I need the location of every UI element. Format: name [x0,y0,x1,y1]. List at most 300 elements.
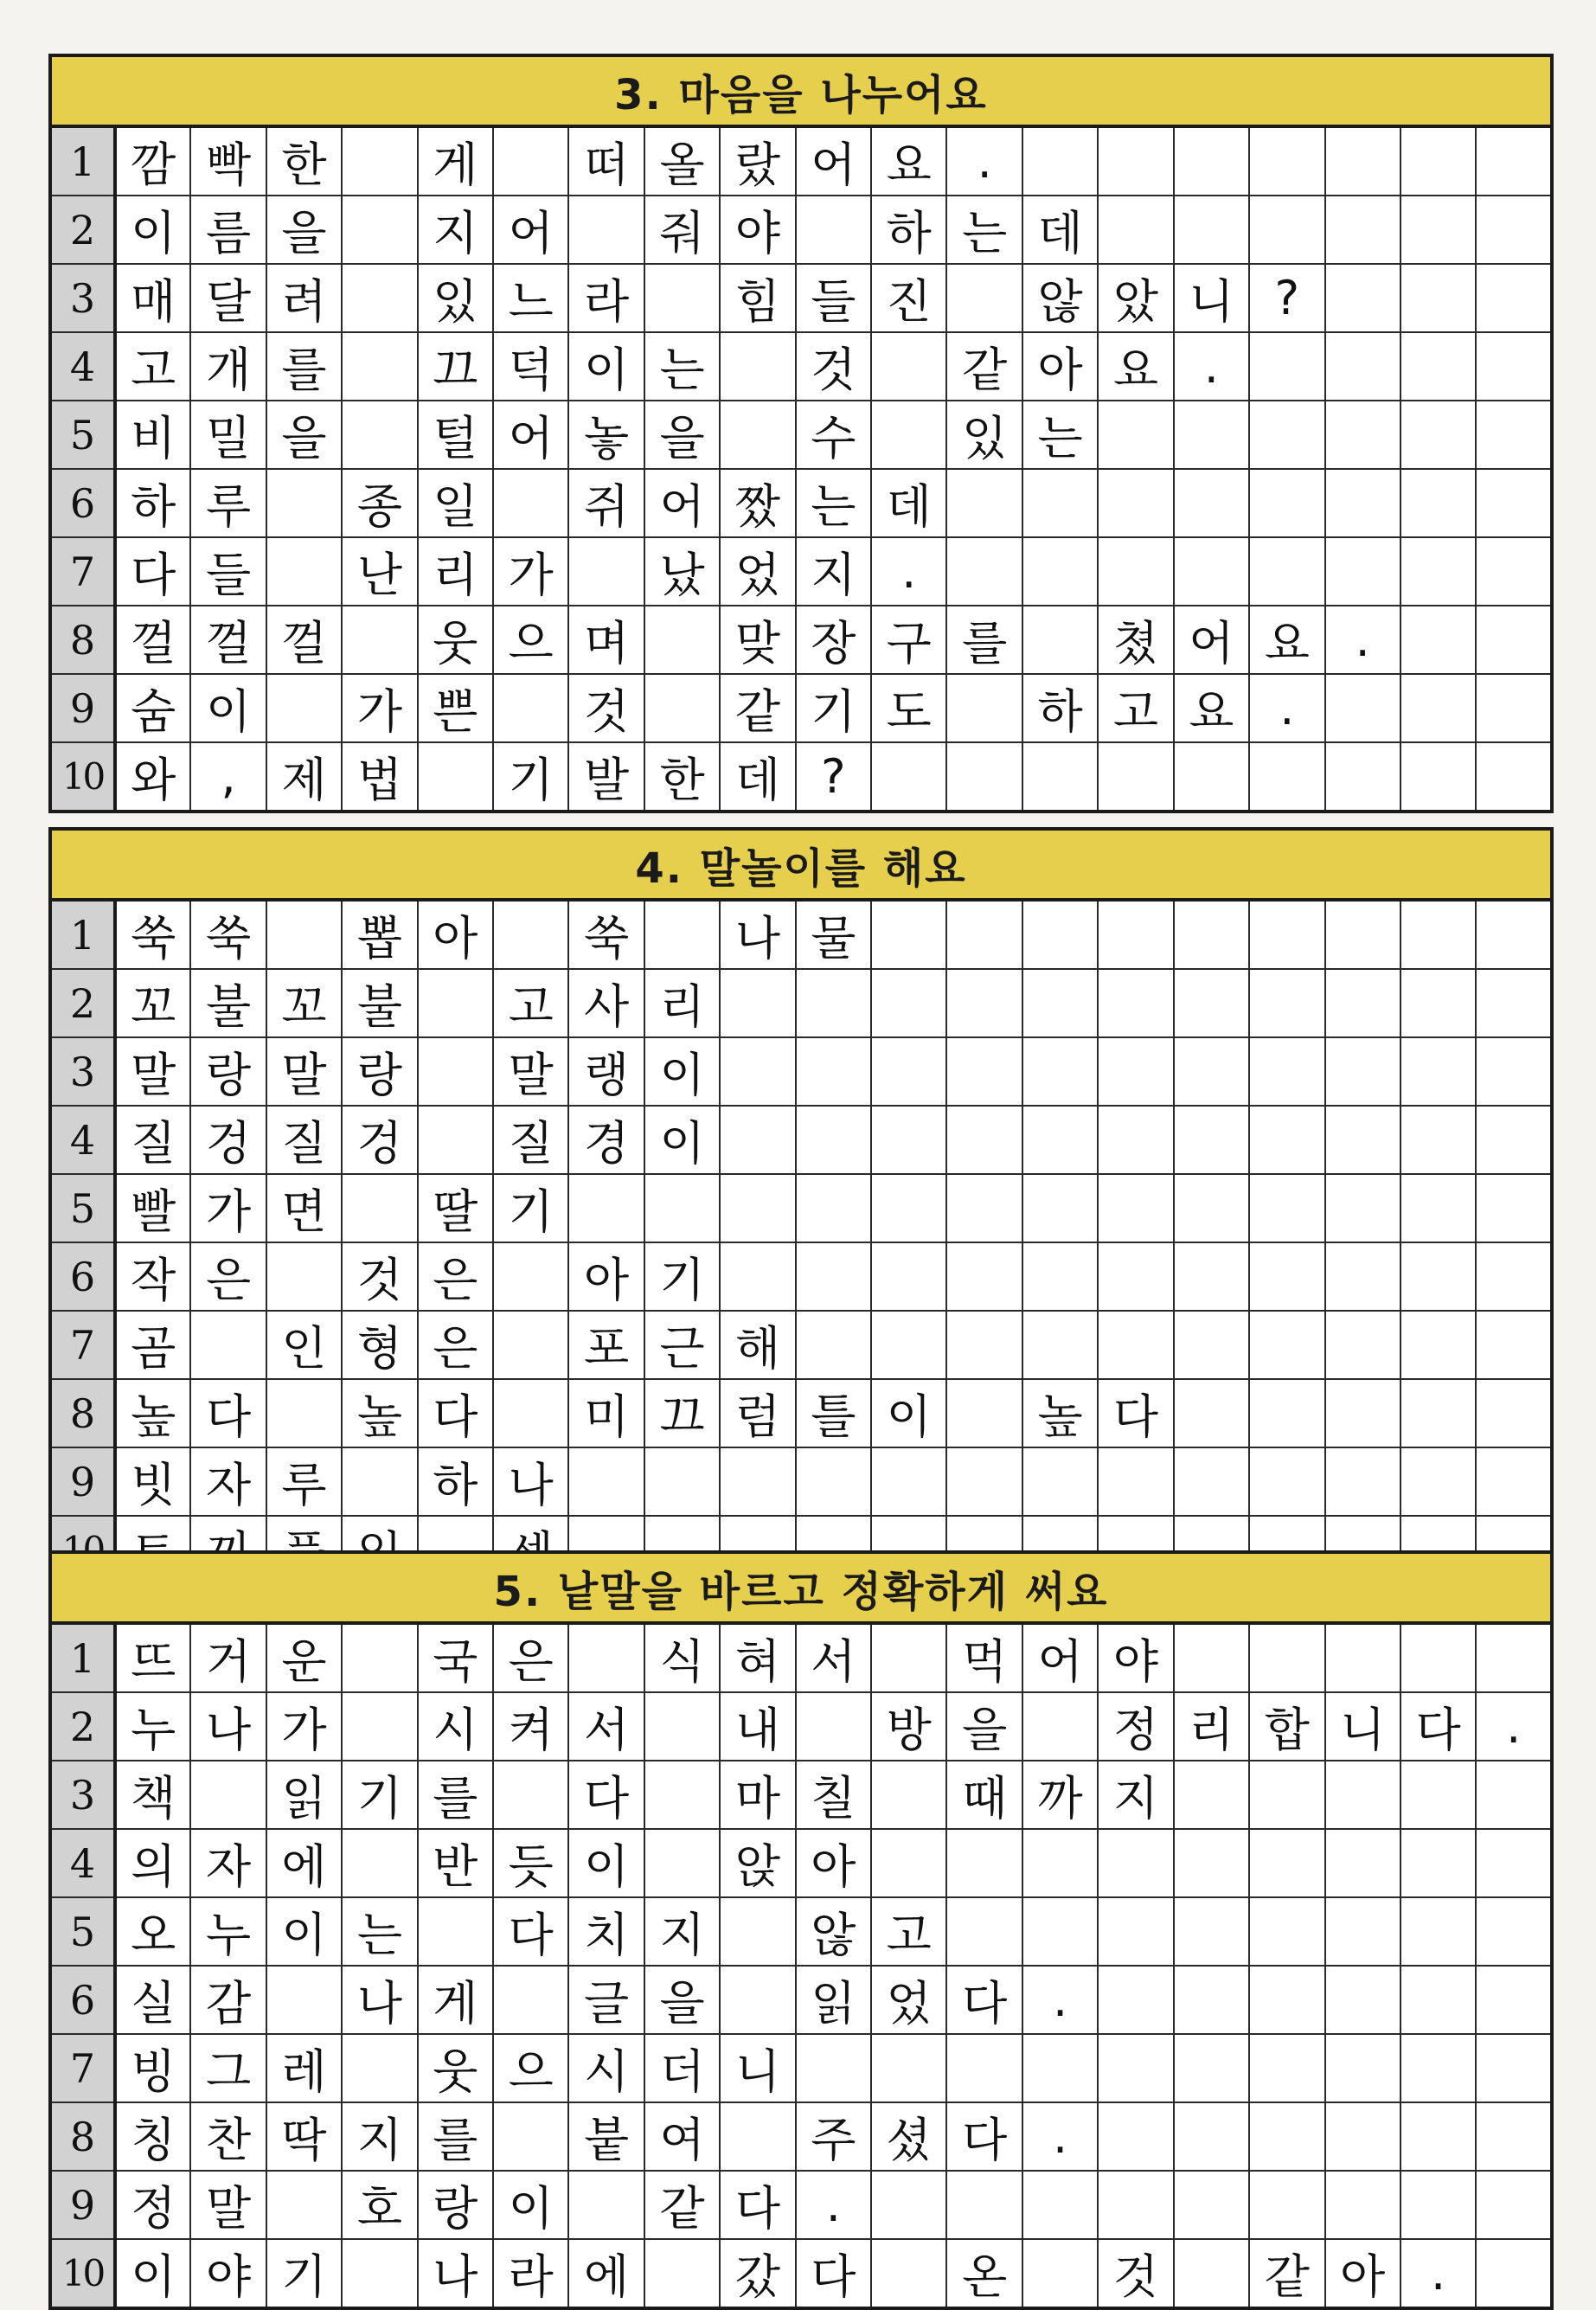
grid-cell: . [1325,606,1401,674]
row-number: 3 [50,1037,115,1106]
grid-cell [1401,401,1476,469]
grid-cell: 꼬 [266,969,342,1037]
grid-cell [1022,1106,1098,1174]
grid-cell: 달 [190,264,266,332]
grid-cell: 이 [871,1379,946,1447]
grid-cell: 국 [418,1623,493,1692]
grid-cell: 나 [720,900,795,969]
grid-cell: 글 [568,1966,644,2034]
grid-cell [266,674,342,742]
section-3 [48,54,1554,813]
grid-cell: 자 [190,1829,266,1897]
grid-cell: 려 [266,264,342,332]
grid-cell [796,969,871,1037]
grid-cell [1476,126,1552,196]
grid-cell: 한 [266,126,342,196]
grid-cell: 말 [190,2171,266,2239]
grid-cell: 아 [418,900,493,969]
grid-cell [1022,969,1098,1037]
grid-cell: 의 [115,1829,190,1897]
grid-cell: 시 [418,1692,493,1761]
row-number: 4 [50,1829,115,1897]
grid-cell: 리 [418,537,493,606]
grid-cell [418,1037,493,1106]
grid-cell [1325,1761,1401,1829]
grid-cell [1174,2239,1249,2308]
grid-cell [1249,2034,1324,2102]
grid-cell: 지 [1098,1761,1173,1829]
grid-cell [1098,401,1173,469]
grid-cell [1249,1311,1324,1379]
grid-cell [1249,1623,1324,1692]
grid-cell [1174,1311,1249,1379]
grid-cell: 인 [266,1311,342,1379]
grid-cell [871,969,946,1037]
grid-cell [720,332,795,401]
grid-cell [1476,264,1552,332]
section-title: 5. 낱말을 바르고 정확하게 써요 [48,1550,1554,1621]
grid-cell [720,1106,795,1174]
grid-row [50,2239,1552,2308]
grid-cell: 껄 [190,606,266,674]
grid-cell [1401,1174,1476,1242]
grid-cell: 같 [946,332,1022,401]
grid-cell [1098,2171,1173,2239]
grid-cell: 것 [342,1242,417,1311]
grid-cell [1022,1897,1098,1966]
row-number: 5 [50,1174,115,1242]
grid-cell: 높 [115,1379,190,1447]
grid-cell [1174,1447,1249,1516]
grid-cell: 붙 [568,2102,644,2171]
grid-cell [1022,1037,1098,1106]
grid-cell: 않 [796,1897,871,1966]
grid-cell: 이 [493,2171,568,2239]
grid-cell [720,1037,795,1106]
grid-cell [1325,1623,1401,1692]
grid-cell: 빗 [115,1447,190,1516]
grid-cell: , [190,742,266,812]
grid-cell [1476,1447,1552,1516]
grid-cell [1098,969,1173,1037]
grid-cell: 어 [796,126,871,196]
grid-cell [1325,1379,1401,1447]
grid-cell: 누 [115,1692,190,1761]
grid-cell [1098,196,1173,264]
grid-cell: 앉 [720,1829,795,1897]
grid-row [50,2034,1552,2102]
grid-cell: 랭 [568,1037,644,1106]
grid-cell [946,900,1022,969]
grid-cell [1249,2102,1324,2171]
grid-cell: 났 [644,537,720,606]
grid-cell: 미 [568,1379,644,1447]
grid-cell: 다 [418,1379,493,1447]
grid-cell [1476,1242,1552,1311]
grid-cell [568,537,644,606]
grid-cell [644,1761,720,1829]
grid-cell: 다 [796,2239,871,2308]
grid-cell: 이 [115,2239,190,2308]
grid-cell [190,1761,266,1829]
grid-cell: 니 [720,2034,795,2102]
grid-cell [871,1242,946,1311]
grid-cell [946,537,1022,606]
grid-cell: 같 [1249,2239,1324,2308]
grid-cell: 질 [266,1106,342,1174]
grid-cell: 때 [946,1761,1022,1829]
grid-cell [1476,1379,1552,1447]
grid-cell [1249,1106,1324,1174]
grid-cell: 난 [342,537,417,606]
grid-cell: 경 [568,1106,644,1174]
grid-cell [1022,606,1098,674]
grid-cell [1476,969,1552,1037]
grid-cell [266,537,342,606]
grid-cell: 다 [190,1379,266,1447]
grid-cell [1476,1623,1552,1692]
grid-cell: 종 [342,469,417,537]
grid-cell: 감 [190,1966,266,2034]
grid-cell [1098,1966,1173,2034]
grid-cell [1249,969,1324,1037]
grid-cell [266,1966,342,2034]
grid-cell: 어 [493,401,568,469]
grid-row [50,2102,1552,2171]
grid-cell: 뽑 [342,900,417,969]
grid-cell [342,196,417,264]
grid-cell: 를 [946,606,1022,674]
grid-cell [720,969,795,1037]
row-number: 5 [50,1897,115,1966]
grid-cell: 쥐 [568,469,644,537]
grid-cell: 식 [644,1623,720,1692]
grid-cell [796,1106,871,1174]
grid-cell: 형 [342,1311,417,1379]
grid-cell [1174,1174,1249,1242]
grid-cell [493,2102,568,2171]
grid-cell [342,401,417,469]
grid-cell: 자 [190,1447,266,1516]
grid-cell [946,1379,1022,1447]
grid-cell [1249,1761,1324,1829]
grid-cell [1022,1692,1098,1761]
grid-cell [1098,1447,1173,1516]
grid-cell: 에 [568,2239,644,2308]
grid-cell [1022,1447,1098,1516]
grid-cell [1325,674,1401,742]
grid-cell [1325,742,1401,812]
grid-cell [1174,1966,1249,2034]
grid-cell [1401,469,1476,537]
grid-cell: 방 [871,1692,946,1761]
grid-cell: 기 [644,1242,720,1311]
grid-cell: . [1022,2102,1098,2171]
grid-cell [1249,469,1324,537]
grid-cell [1174,742,1249,812]
grid-cell [1174,1897,1249,1966]
grid-cell: 게 [418,126,493,196]
grid-row [50,1623,1552,1692]
grid-cell: 기 [266,2239,342,2308]
grid-cell: 쑥 [115,900,190,969]
grid-cell [190,1311,266,1379]
grid-row [50,1037,1552,1106]
row-number: 1 [50,1623,115,1692]
grid-cell [1098,742,1173,812]
grid-cell: 나 [190,1692,266,1761]
grid-row [50,401,1552,469]
grid-cell: 을 [644,401,720,469]
grid-cell [1022,2171,1098,2239]
grid-cell: 빡 [190,126,266,196]
grid-cell: 리 [1174,1692,1249,1761]
grid-cell [1401,900,1476,969]
grid-cell [1098,900,1173,969]
grid-cell [1476,1311,1552,1379]
row-number: 7 [50,537,115,606]
grid-cell [1401,1761,1476,1829]
grid-cell: 다 [946,2102,1022,2171]
grid-cell: 니 [1174,264,1249,332]
grid-cell [1249,1174,1324,1242]
grid-cell [1174,1623,1249,1692]
grid-cell [946,742,1022,812]
grid-cell [644,264,720,332]
grid-cell: 줘 [644,196,720,264]
grid-cell: 말 [493,1037,568,1106]
grid-cell [1249,1242,1324,1311]
grid-cell: . [946,126,1022,196]
grid-cell [644,1447,720,1516]
grid-cell: 작 [115,1242,190,1311]
grid-cell: 끄 [418,332,493,401]
grid-cell: 아 [568,1242,644,1311]
grid-cell: 기 [796,674,871,742]
grid-row [50,1174,1552,1242]
grid-cell: 거 [190,1623,266,1692]
grid-cell: 비 [115,401,190,469]
grid-cell [1476,1106,1552,1174]
grid-cell [1249,1379,1324,1447]
grid-cell [871,1447,946,1516]
grid-cell [1401,196,1476,264]
grid-cell [1401,969,1476,1037]
grid-cell: 다 [946,1966,1022,2034]
grid-cell: 고 [1098,674,1173,742]
grid-cell: 틀 [796,1379,871,1447]
grid-cell [796,1037,871,1106]
grid-cell [1022,742,1098,812]
grid-cell [796,1311,871,1379]
grid-cell [1401,332,1476,401]
grid-cell: 내 [720,1692,795,1761]
row-number: 6 [50,469,115,537]
grid-cell: 혀 [720,1623,795,1692]
row-number: 7 [50,1311,115,1379]
grid-cell: 온 [946,2239,1022,2308]
grid-cell [1401,674,1476,742]
grid-cell [1401,1311,1476,1379]
grid-cell [1325,1829,1401,1897]
grid-cell [946,2171,1022,2239]
row-number: 2 [50,969,115,1037]
grid-cell [796,196,871,264]
grid-cell: 것 [1098,2239,1173,2308]
grid-cell [1174,537,1249,606]
grid-cell [871,1311,946,1379]
grid-cell [1401,2102,1476,2171]
grid-cell: 불 [190,969,266,1037]
grid-cell: 해 [720,1311,795,1379]
grid-cell [342,1623,417,1692]
grid-cell [1022,1311,1098,1379]
grid-cell [1325,332,1401,401]
grid-cell: 껄 [266,606,342,674]
grid-cell [871,900,946,969]
grid-cell: 정 [1098,1692,1173,1761]
grid-cell [1174,196,1249,264]
grid-cell [568,1447,644,1516]
grid-cell [1401,1829,1476,1897]
grid-cell [1476,900,1552,969]
grid-cell [342,1829,417,1897]
grid-cell: 쑥 [190,900,266,969]
grid-cell: 뜨 [115,1623,190,1692]
grid-cell: 있 [946,401,1022,469]
grid-cell: 발 [568,742,644,812]
grid-cell: 누 [190,1897,266,1966]
grid-cell [1325,196,1401,264]
grid-cell [1022,1174,1098,1242]
grid-cell [418,1897,493,1966]
grid-cell [796,1447,871,1516]
grid-cell: 끄 [644,1379,720,1447]
grid-cell [871,1829,946,1897]
grid-cell [1174,2171,1249,2239]
grid-cell [720,401,795,469]
grid-cell [796,1692,871,1761]
grid-cell: 으 [493,606,568,674]
grid-row [50,1966,1552,2034]
grid-cell [1174,1242,1249,1311]
grid-cell: 나 [418,2239,493,2308]
grid-cell [1249,126,1324,196]
grid-cell [1098,2034,1173,2102]
grid-cell: 말 [115,1037,190,1106]
grid-cell: 를 [418,2102,493,2171]
grid-row [50,264,1552,332]
grid-cell [946,1037,1022,1106]
grid-cell: 읽 [796,1966,871,2034]
grid-cell: 는 [796,469,871,537]
grid-cell [871,742,946,812]
grid-cell [568,2171,644,2239]
grid-cell: 는 [1022,401,1098,469]
grid-cell [1022,469,1098,537]
grid-cell: 이 [115,196,190,264]
grid-cell [1476,401,1552,469]
grid-cell: 아 [1325,2239,1401,2308]
grid-cell: 들 [190,537,266,606]
grid-cell: 구 [871,606,946,674]
grid-cell [1401,2034,1476,2102]
grid-cell [493,674,568,742]
grid-cell [1098,1174,1173,1242]
grid-cell: 같 [644,2171,720,2239]
grid-cell: 는 [342,1897,417,1966]
grid-cell: 불 [342,969,417,1037]
grid-cell: 나 [342,1966,417,2034]
grid-cell: 제 [266,742,342,812]
grid-cell [418,969,493,1037]
grid-cell: 털 [418,401,493,469]
grid-cell: 아 [1022,332,1098,401]
grid-cell: 데 [1022,196,1098,264]
grid-cell [342,1692,417,1761]
grid-cell: 찬 [190,2102,266,2171]
grid-cell: 딱 [266,2102,342,2171]
grid-cell: . [1249,674,1324,742]
grid-cell [1325,1174,1401,1242]
grid-cell [493,1311,568,1379]
grid-row [50,1897,1552,1966]
grid-cell: 랑 [342,1037,417,1106]
writing-grid [48,1621,1554,2310]
grid-cell: 겅 [190,1106,266,1174]
grid-cell: 지 [342,2102,417,2171]
grid-cell [1249,2171,1324,2239]
grid-cell [342,126,417,196]
grid-cell [493,900,568,969]
grid-cell [1401,1379,1476,1447]
grid-cell [1174,900,1249,969]
grid-cell: 질 [115,1106,190,1174]
grid-cell: 은 [418,1311,493,1379]
grid-cell: 요 [1174,674,1249,742]
grid-cell [1476,1966,1552,2034]
grid-cell [1476,1174,1552,1242]
grid-cell [1174,1761,1249,1829]
grid-cell [1476,674,1552,742]
grid-cell [1401,1623,1476,1692]
grid-cell [644,1692,720,1761]
grid-cell [493,1761,568,1829]
grid-cell: 칭 [115,2102,190,2171]
grid-cell: 어 [644,469,720,537]
grid-cell: 느 [493,264,568,332]
grid-cell [1401,537,1476,606]
grid-cell [1249,1966,1324,2034]
grid-cell [1249,1447,1324,1516]
grid-cell [1476,2239,1552,2308]
grid-cell [871,1761,946,1829]
row-number: 10 [50,742,115,812]
grid-row [50,1447,1552,1516]
grid-cell [871,1623,946,1692]
grid-cell [1174,1037,1249,1106]
grid-cell: 이 [190,674,266,742]
grid-cell: . [871,537,946,606]
grid-cell [946,1897,1022,1966]
grid-cell: 며 [568,606,644,674]
grid-cell [1325,1966,1401,2034]
grid-cell: 어 [1174,606,1249,674]
grid-cell: 기 [493,742,568,812]
grid-cell [644,1829,720,1897]
grid-cell [266,900,342,969]
grid-cell: 요 [871,126,946,196]
